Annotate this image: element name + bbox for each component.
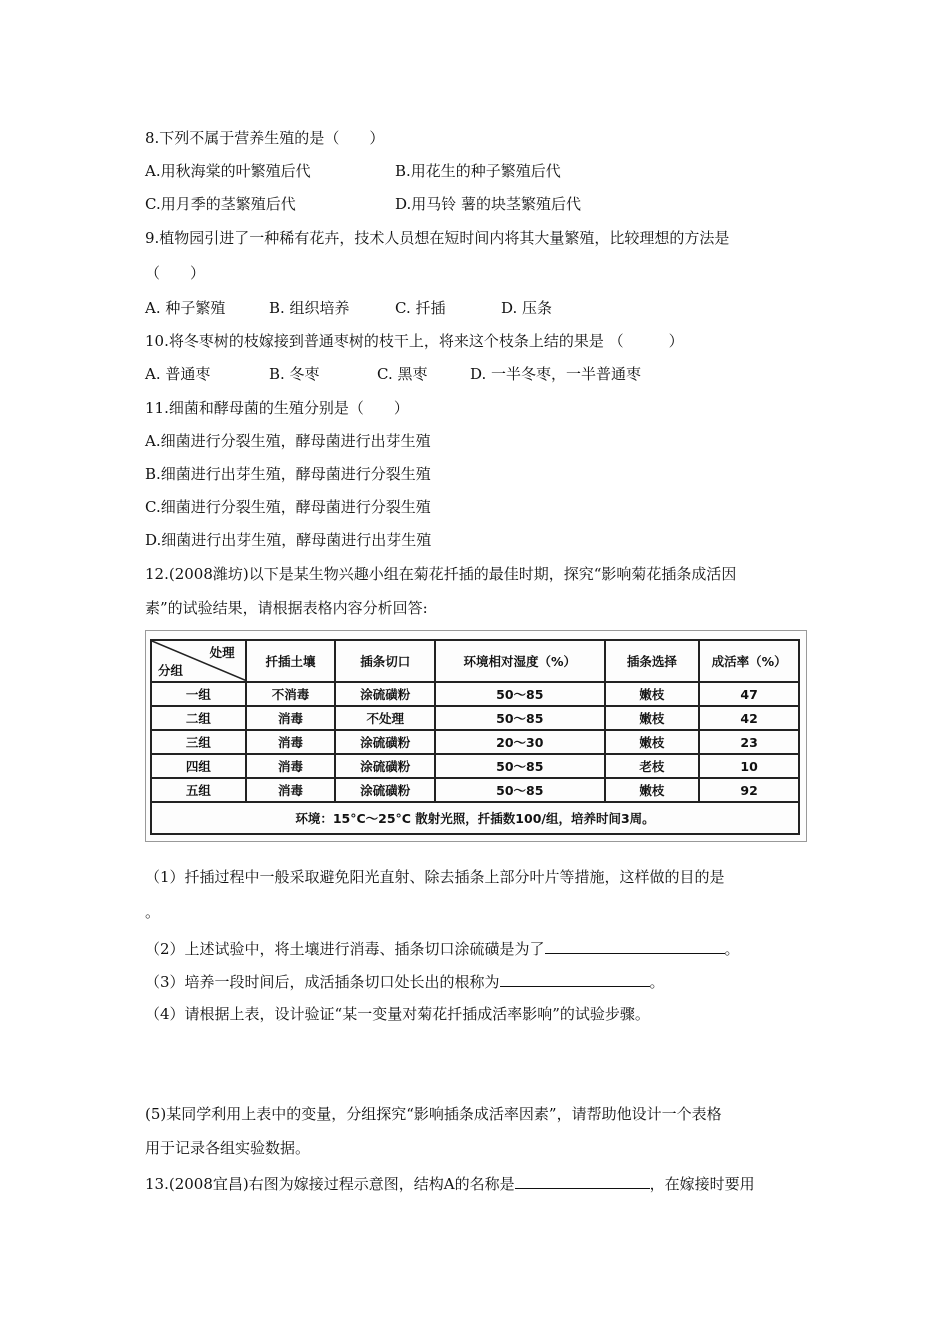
q9-option-b: B. 组织培养 [269,299,350,317]
answer-blank [545,937,725,954]
table-cell: 不处理 [335,706,435,730]
table-cell: 47 [699,682,799,706]
table-header-cell: 环境相对湿度（%） [435,640,604,682]
table-cell: 涂硫磺粉 [335,730,435,754]
table-cell: 50～85 [435,754,604,778]
table-header-row [151,640,799,682]
corner-label-treatment: 处理 [209,645,235,660]
table-cell: 50～85 [435,706,604,730]
table-row [151,706,799,730]
q12-part1-end: 。 [145,903,161,921]
q10-option-d: D. 一半冬枣，一半普通枣 [470,365,642,383]
q10-option-c: C. 黑枣 [377,365,428,383]
q9-stem: 9.植物园引进了一种稀有花卉，技术人员想在短时间内将其大量繁殖，比较理想的方法是 [145,229,730,247]
table-cell: 嫩枝 [605,706,700,730]
q10-stem: 10.将冬枣树的枝嫁接到普通枣树的枝干上，将来这个枝条上结的果是 （ ） [145,332,684,350]
table-cell: 四组 [151,754,246,778]
q12-part3-text: （3）培养一段时间后，成活插条切口处长出的根称为 [145,973,500,991]
experiment-table [150,639,800,835]
q11-option-a: A.细菌进行分裂生殖，酵母菌进行出芽生殖 [145,432,431,450]
q9-paren: （ ） [145,264,206,282]
q13-stem-text-end: ，在嫁接时要用 [649,1175,755,1193]
table-cell: 涂硫磺粉 [335,778,435,802]
table-cell: 嫩枝 [605,778,700,802]
table-cell: 92 [699,778,799,802]
answer-blank [500,970,650,987]
table-cell: 涂硫磺粉 [335,754,435,778]
table-corner-cell [151,640,246,682]
q8-option-d: D.用马铃 薯的块茎繁殖后代 [395,195,582,213]
table-cell: 消毒 [246,730,336,754]
table-cell: 消毒 [246,754,336,778]
q12-part3 [145,970,665,992]
table-footer-row [151,802,799,834]
table-cell: 50～85 [435,682,604,706]
q12-part5-line1: (5)某同学利用上表中的变量，分组探究“影响插条成活率因素”，请帮助他设计一个表格 [145,1105,722,1123]
table-cell: 三组 [151,730,246,754]
q8-option-b: B.用花生的种子繁殖后代 [395,162,561,180]
q9-option-c: C. 扦插 [395,299,446,317]
table-cell: 20～30 [435,730,604,754]
q12-stem-line2: 素”的试验结果，请根据表格内容分析回答: [145,599,428,617]
q13-stem-text: 13.(2008宜昌)右图为嫁接过程示意图，结构A的名称是 [145,1175,515,1193]
table-row [151,682,799,706]
table-footer-note: 环境：15°C～25°C 散射光照，扦插数100/组，培养时间3周。 [151,802,799,834]
table-header-cell: 扦插土壤 [246,640,336,682]
q8-option-c: C.用月季的茎繁殖后代 [145,195,296,213]
q12-part1: （1）扦插过程中一般采取避免阳光直射、除去插条上部分叶片等措施，这样做的目的是 [145,868,725,886]
q12-part5-line2: 用于记录各组实验数据。 [145,1139,311,1157]
table-row [151,778,799,802]
table-cell: 10 [699,754,799,778]
table-cell: 23 [699,730,799,754]
table-cell: 消毒 [246,778,336,802]
table-cell: 42 [699,706,799,730]
experiment-table-figure [145,630,807,842]
q9-option-a: A. 种子繁殖 [145,299,226,317]
q10-option-b: B. 冬枣 [269,365,320,383]
table-row [151,754,799,778]
q13-stem [145,1172,755,1194]
table-row [151,730,799,754]
answer-blank [515,1172,650,1189]
corner-label-group: 分组 [158,663,184,678]
q11-option-c: C.细菌进行分裂生殖，酵母菌进行分裂生殖 [145,498,431,516]
q12-part3-end: 。 [649,973,665,991]
q12-part2 [145,937,740,959]
table-cell: 不消毒 [246,682,336,706]
table-header-cell: 插条选择 [605,640,700,682]
q9-option-d: D. 压条 [501,299,553,317]
q12-part2-end: 。 [724,940,740,958]
q12-part4: （4）请根据上表，设计验证“某一变量对菊花扦插成活率影响”的试验步骤。 [145,1005,650,1023]
table-cell: 消毒 [246,706,336,730]
table-header-cell: 成活率（%） [699,640,799,682]
table-cell: 50～85 [435,778,604,802]
table-header-cell: 插条切口 [335,640,435,682]
table-cell: 二组 [151,706,246,730]
table-cell: 一组 [151,682,246,706]
q11-option-d: D.细菌进行出芽生殖，酵母菌进行出芽生殖 [145,531,432,549]
table-cell: 嫩枝 [605,730,700,754]
q11-option-b: B.细菌进行出芽生殖，酵母菌进行分裂生殖 [145,465,431,483]
q12-stem-line1: 12.(2008潍坊)以下是某生物兴趣小组在菊花扦插的最佳时期，探究“影响菊花插条成活因 [145,565,737,583]
q10-option-a: A. 普通枣 [145,365,211,383]
table-cell: 老枝 [605,754,700,778]
q11-stem: 11.细菌和酵母菌的生殖分别是（ ） [145,399,409,417]
q8-option-a: A.用秋海棠的叶繁殖后代 [145,162,311,180]
q12-part2-text: （2）上述试验中，将土壤进行消毒、插条切口涂硫磺是为了 [145,940,545,958]
table-cell: 五组 [151,778,246,802]
table-cell: 涂硫磺粉 [335,682,435,706]
q8-stem: 8.下列不属于营养生殖的是（ ） [145,129,385,147]
table-cell: 嫩枝 [605,682,700,706]
